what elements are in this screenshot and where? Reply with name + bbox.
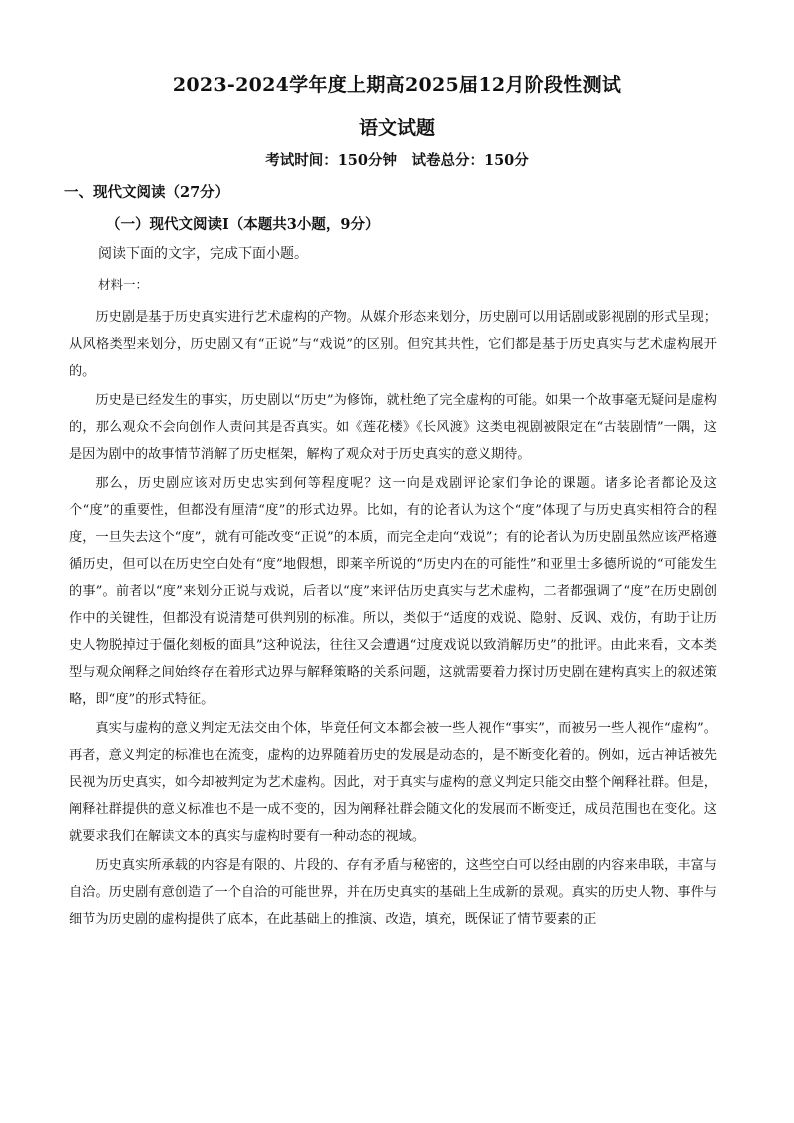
section-heading: 一、现代文阅读（27分）	[64, 184, 230, 201]
instruction-text: 阅读下面的文字，完成下面小题。	[98, 246, 308, 262]
paragraph: 历史是已经发生的事实，历史剧以“历史”为修饰，就杜绝了完全虚构的可能。如果一个故事毫无疑问是虚构的，那么观众不会向创作人责问其是否真实。如《莲花楼》《长风渡》这类电视剧被限定在“古装剧情”一隅，这是因为剧中的故事情节消解了历史框架，解构了观众对于历史真实的意义期待。	[69, 393, 717, 462]
exam-title: 2023-2024学年度上期高2025届12月阶段性测试	[172, 74, 622, 96]
paragraph: 那么，历史剧应该对历史忠实到何等程度呢？这一向是戏剧评论家们争论的课题。诸多论者都论及这个“度”的重要性，但都没有厘清“度”的形式边界。比如，有的论者认为这个“度”体现了与历史真实相符合的程度，一旦失去这个“度”，就有可能改变“正说”的本质，而完全走向“戏说”；有的论者认为历史剧虽然应该严格遵循历史，但可以在历史空白处有“度”地假想，即莱辛所说的“历史内在的可能性”和亚里士多德所说的“可能发生的事”。前者以“度”来划分正说与戏说，后者以“度”来评估历史真实与艺术虚构，二者都强调了“度”在历史剧创作中的关键性，但都没有说清楚可供判别的标准。所以，类似于“适度的戏说、隐射、反讽、戏仿，有助于让历史人物脱掉过于僵化刻板的面具”这种说法，往往又会遭遇“过度戏说以致消解历史”的批评。由此来看，文本类型与观众阐释之间始终存在着形式边界与解释策略的关系问题，这就需要着力探讨历史剧在建构真实上的叙述策略，即“度”的形式特征。	[69, 476, 717, 707]
passage-body	[69, 304, 717, 935]
paragraph: 历史剧是基于历史真实进行艺术虚构的产物。从媒介形态来划分，历史剧可以用话剧或影视剧的形式呈现；从风格类型来划分，历史剧又有“正说”与“戏说”的区别。但究其共性，它们都是基于历史真实与艺术虚构展开的。	[69, 310, 717, 379]
subject-title: 语文试题	[358, 117, 435, 139]
subsection-heading: （一）现代文阅读Ⅰ（本题共3小题，9分）	[106, 216, 380, 233]
material-label: 材料一：	[98, 277, 149, 292]
paragraph: 历史真实所承载的内容是有限的、片段的、存有矛盾与秘密的，这些空白可以经由剧的内容来串联，丰富与自洽。历史剧有意创造了一个自洽的可能世界，并在历史真实的基础上生成新的景观。真实的历史人物、事件与细节为历史剧的虚构提供了底本，在此基础上的推演、改造，填充，既保证了情节要素的正	[69, 858, 717, 927]
paragraph: 真实与虚构的意义判定无法交由个体，毕竟任何文本都会被一些人视作“事实”，而被另一些人视作“虚构”。再者，意义判定的标准也在流变，虚构的边界随着历史的发展是动态的，是不断变化着的。例如，远古神话被先民视为历史真实，如今却被判定为艺术虚构。因此，对于真实与虚构的意义判定只能交由整个阐释社群。但是，阐释社群提供的意义标准也不是一成不变的，因为阐释社群会随文化的发展而不断变迁，成员范围也在变化。这就要求我们在解读文本的真实与虚构时要有一种动态的视域。	[69, 721, 717, 844]
exam-meta: 考试时间：150分钟 试卷总分：150分	[265, 152, 529, 169]
